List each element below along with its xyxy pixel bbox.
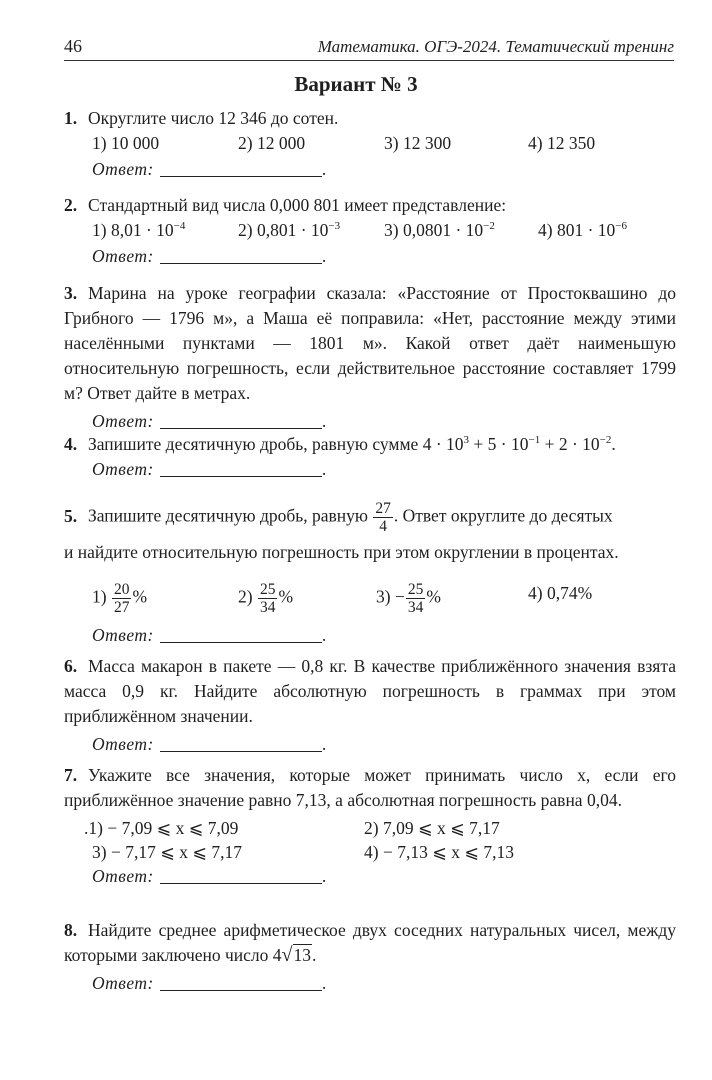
- task-number: 4.: [64, 434, 78, 454]
- answer-period: .: [321, 246, 327, 266]
- answer-period: .: [321, 734, 327, 754]
- answer-field[interactable]: [160, 245, 322, 264]
- task-4: [64, 432, 676, 482]
- running-title: Математика. ОГЭ-2024. Тематический тренинг: [317, 37, 674, 56]
- task-number: 2.: [64, 195, 78, 215]
- option: 3) $0,0801 \cdot 10^{-2}$: [384, 220, 495, 240]
- answer-label: Ответ:: [92, 866, 154, 886]
- answer-label: Ответ:: [92, 973, 154, 993]
- task-number: 6.: [64, 656, 78, 676]
- option: 4) − 7,13 ⩽ x ⩽ 7,13: [364, 842, 515, 862]
- task-options: [64, 131, 676, 157]
- page-number: 46: [64, 36, 82, 56]
- task-number: 3.: [64, 283, 78, 303]
- task-number: 8.: [64, 920, 78, 940]
- answer-field[interactable]: [160, 972, 322, 991]
- answer-period: .: [321, 973, 327, 993]
- option: 3) 12 300: [384, 133, 452, 153]
- sqrt-sign: √: [281, 944, 293, 966]
- task-number: 5.: [64, 505, 78, 526]
- option: .1) − 7,09 ⩽ x ⩽ 7,09: [84, 818, 239, 838]
- task-6: [64, 654, 676, 757]
- answer-period: .: [321, 159, 327, 179]
- answer-row: [64, 157, 676, 182]
- task-text: Масса макарон в пакете — 0,8 кг. В качестве приближённого значения взята масса 0,9 кг. Найдите абсолютную погрешность в граммах при этом приближённом значении.: [64, 656, 676, 726]
- option: 3) − $\frac{25}{34}$ %: [376, 581, 441, 616]
- task-3: [64, 281, 676, 434]
- task-text: Марина на уроке географии сказала: «Расстояние от Простоквашино до Грибного — 1796 м», а Маша её поправила: «Нет, расстояние между этими населёнными пунктами — 1801 м». Какой ответ даёт наименьшую относительную погрешность, если действительное расстояние составляет 1799 м? Ответ дайте в метрах.: [64, 283, 676, 403]
- task-options: [64, 575, 676, 619]
- answer-row: [64, 623, 676, 648]
- answer-period: .: [321, 459, 327, 479]
- answer-period: .: [321, 411, 327, 431]
- option: 4) 0,74%: [528, 583, 593, 603]
- answer-period: .: [321, 866, 327, 886]
- answer-period: .: [321, 625, 327, 645]
- task-text: Найдите среднее арифметическое двух соседних натуральных чисел, между которыми заключено число: [64, 920, 676, 965]
- option: 1) $\frac{20}{27}$ %: [92, 581, 148, 616]
- option: 2) $0,801 \cdot 10^{-3}$: [238, 220, 341, 240]
- option: 2) 7,09 ⩽ x ⩽ 7,17: [364, 818, 500, 838]
- answer-field[interactable]: [160, 624, 322, 643]
- task-5: [64, 500, 676, 648]
- task-text: Запишите десятичную дробь, равную сумме: [88, 434, 419, 454]
- option: 3) − 7,17 ⩽ x ⩽ 7,17: [92, 842, 243, 862]
- answer-field[interactable]: [160, 158, 322, 177]
- task-options: [64, 218, 676, 244]
- task-options: [64, 840, 676, 864]
- answer-row: [64, 864, 676, 889]
- task-options: [64, 816, 676, 840]
- fraction: $\frac{27}{4}$: [375, 500, 391, 535]
- answer-row: [64, 457, 676, 482]
- task-text-line2: и найдите относительную погрешность при этом округлении в процентах.: [64, 542, 619, 562]
- task-text: Запишите десятичную дробь, равную: [88, 505, 368, 526]
- answer-row: [64, 971, 676, 996]
- task-number: 1.: [64, 108, 78, 128]
- sum-expression: $4 \cdot 10^3 + 5 \cdot 10^{-1} + 2 \cdot 10^{-2}$.: [418, 434, 616, 454]
- answer-label: Ответ:: [92, 734, 154, 754]
- answer-row: [64, 732, 676, 757]
- answer-row: [64, 409, 676, 434]
- option: 2) $\frac{25}{34}$ %: [238, 581, 294, 616]
- answer-field[interactable]: [160, 410, 322, 429]
- page-header: [64, 34, 674, 61]
- option: 1) $8,01 \cdot 10^{-4}$: [92, 220, 186, 240]
- answer-label: Ответ:: [92, 411, 154, 431]
- option: 4) 12 350: [528, 133, 596, 153]
- option: 4) $801 \cdot 10^{-6}$: [538, 220, 627, 240]
- option: 1) 10 000: [92, 133, 160, 153]
- task-2: [64, 193, 676, 269]
- task-text: Стандартный вид числа 0,000 801 имеет представление:: [88, 195, 507, 215]
- task-text: Округлите число 12 346 до сотен.: [88, 108, 339, 128]
- task-text-cont: . Ответ округлите до десятых: [393, 505, 613, 526]
- answer-field[interactable]: [160, 458, 322, 477]
- task-8: [64, 918, 676, 996]
- answer-field[interactable]: [160, 733, 322, 752]
- task-1: [64, 106, 676, 182]
- task-7: [64, 763, 676, 889]
- radical-expression: 4√13.: [272, 944, 317, 966]
- answer-row: [64, 244, 676, 269]
- task-number: 7.: [64, 765, 78, 785]
- variant-title: Вариант № 3: [294, 72, 418, 96]
- answer-label: Ответ:: [92, 625, 154, 645]
- task-text: Укажите все значения, которые может принимать число x, если его приближённое значение равно 7,13, а абсолютная погрешность равна 0,04.: [64, 765, 676, 810]
- option: 2) 12 000: [238, 133, 306, 153]
- answer-label: Ответ:: [92, 159, 154, 179]
- answer-label: Ответ:: [92, 246, 154, 266]
- answer-label: Ответ:: [92, 459, 154, 479]
- answer-field[interactable]: [160, 865, 322, 884]
